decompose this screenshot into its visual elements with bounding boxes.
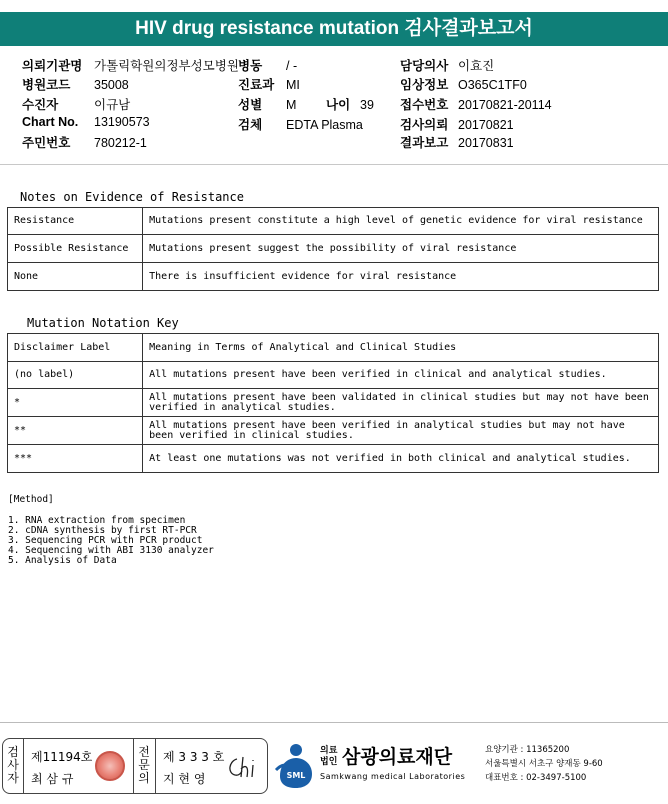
notation-text: All mutations present have been validated in clinical studies but may not have been verified in analytical studies. <box>143 389 659 417</box>
resident-no-value: 780212-1 <box>94 136 147 150</box>
examiner-name: 최 삼 규 <box>31 772 74 786</box>
header-row-age <box>326 95 374 113</box>
notation-section-title: Mutation Notation Key <box>27 316 179 330</box>
request-date-value: 20170821 <box>458 118 514 132</box>
doctor-label: 담당의사 <box>400 59 449 73</box>
department-value: MI <box>286 78 300 92</box>
table-row <box>8 389 659 417</box>
notes-text: There is insufficient evidence for viral resistance <box>143 263 659 291</box>
sml-logo-icon <box>274 742 318 790</box>
header-row-patient <box>22 95 130 113</box>
examiner-number: 제11194호 <box>31 750 93 764</box>
specimen-label: 검체 <box>238 118 263 132</box>
header-row-clinical-info <box>400 75 527 93</box>
notes-label: Possible Resistance <box>8 235 143 263</box>
institution-value: 가톨릭학원의정부성모병원 <box>94 59 239 73</box>
footer-divider <box>0 722 668 723</box>
notation-label: *** <box>8 445 143 473</box>
handwritten-signature-icon <box>225 753 261 781</box>
signature-separator <box>133 739 134 793</box>
institution-address: 서울특별시 서초구 양재동 9-60 <box>485 759 603 769</box>
notes-table <box>7 207 659 291</box>
method-step: 2. cDNA synthesis by first RT-PCR <box>8 525 197 536</box>
institution-code: 요양기관 : 11365200 <box>485 745 570 755</box>
examiner-label: 검사자 <box>7 745 19 785</box>
department-label: 진료과 <box>238 78 275 92</box>
request-date-label: 검사의뢰 <box>400 118 449 132</box>
method-title: [Method] <box>8 494 54 505</box>
table-row <box>8 235 659 263</box>
clinical-info-value: O365C1TF0 <box>458 78 527 92</box>
chart-no-label: Chart No. <box>22 115 79 129</box>
table-row <box>8 362 659 389</box>
notes-label: None <box>8 263 143 291</box>
specialist-label: 전문의 <box>138 745 150 785</box>
table-row <box>8 263 659 291</box>
signature-box <box>2 738 268 794</box>
logo-mark-text: SML <box>286 771 306 780</box>
notation-table <box>7 333 659 473</box>
method-steps <box>8 516 214 566</box>
method-step: 5. Analysis of Data <box>8 555 117 566</box>
notation-text: At least one mutations was not verified in both clinical and analytical studies. <box>143 445 659 473</box>
method-step: 3. Sequencing PCR with PCR product <box>8 535 203 546</box>
specialist-number: 제 3 3 3 호 <box>163 750 225 764</box>
hospital-code-value: 35008 <box>94 78 129 92</box>
report-date-label: 결과보고 <box>400 136 449 150</box>
age-label: 나이 <box>326 98 351 112</box>
header-row-report-date <box>400 133 514 151</box>
org-english-name: Samkwang medical Laboratories <box>320 772 466 781</box>
method-step: 1. RNA extraction from specimen <box>8 515 186 526</box>
header-row-department <box>238 75 300 93</box>
resident-no-label: 주민번호 <box>22 136 71 150</box>
ward-value: / - <box>286 59 298 73</box>
report-date-value: 20170831 <box>458 136 514 150</box>
clinical-info-label: 임상정보 <box>400 78 449 92</box>
notes-text: Mutations present constitute a high level of genetic evidence for viral resistance <box>143 208 659 235</box>
seal-icon <box>95 751 125 781</box>
notation-label: * <box>8 389 143 417</box>
org-name: 삼광의료재단 <box>342 746 453 768</box>
notes-text: Mutations present suggest the possibility of viral resistance <box>143 235 659 263</box>
institution-phone: 대표번호 : 02-3497-5100 <box>485 773 587 783</box>
institution-label: 의뢰기관명 <box>22 59 83 73</box>
header-divider <box>0 164 668 165</box>
specimen-value: EDTA Plasma <box>286 118 363 132</box>
table-row <box>8 208 659 235</box>
notes-section-title: Notes on Evidence of Resistance <box>20 190 244 204</box>
hospital-code-label: 병원코드 <box>22 78 71 92</box>
header-row-accession-no <box>400 95 552 113</box>
org-type-line-2: 법인 <box>320 757 338 767</box>
signature-separator <box>155 739 156 793</box>
specialist-name: 지 현 영 <box>163 772 206 786</box>
notation-text: Meaning in Terms of Analytical and Clinical Studies <box>143 334 659 362</box>
report-title: HIV drug resistance mutation 검사결과보고서 <box>0 12 668 46</box>
table-row <box>8 445 659 473</box>
header-row-chart-no <box>22 115 150 129</box>
org-type-line-1: 의료 <box>320 746 338 756</box>
notation-label: Disclaimer Label <box>8 334 143 362</box>
header-row-ward <box>238 56 297 74</box>
table-row <box>8 417 659 445</box>
header-row-hospital-code <box>22 75 129 93</box>
header-row-institution <box>22 56 239 74</box>
header-row-resident-no <box>22 133 147 151</box>
sex-label: 성별 <box>238 98 263 112</box>
notes-label: Resistance <box>8 208 143 235</box>
patient-label: 수진자 <box>22 98 59 112</box>
notation-text: All mutations present have been verified in analytical studies but may not have been verified in clinical studies. <box>143 417 659 445</box>
accession-no-value: 20170821-20114 <box>458 98 552 112</box>
patient-value: 이규남 <box>94 98 131 112</box>
method-step: 4. Sequencing with ABI 3130 analyzer <box>8 545 214 556</box>
institution-logo-block <box>272 738 666 796</box>
accession-no-label: 접수번호 <box>400 98 449 112</box>
table-row <box>8 334 659 362</box>
header-row-sex <box>238 95 296 113</box>
notation-label: (no label) <box>8 362 143 389</box>
age-value: 39 <box>360 98 374 112</box>
header-row-request-date <box>400 115 514 133</box>
ward-label: 병동 <box>238 59 263 73</box>
sex-value: M <box>286 98 297 112</box>
chart-no-value: 13190573 <box>94 115 150 129</box>
header-row-specimen <box>238 115 363 133</box>
doctor-value: 이효진 <box>458 59 495 73</box>
notation-text: All mutations present have been verified in clinical and analytical studies. <box>143 362 659 389</box>
signature-separator <box>23 739 24 793</box>
header-row-doctor <box>400 56 494 74</box>
notation-label: ** <box>8 417 143 445</box>
